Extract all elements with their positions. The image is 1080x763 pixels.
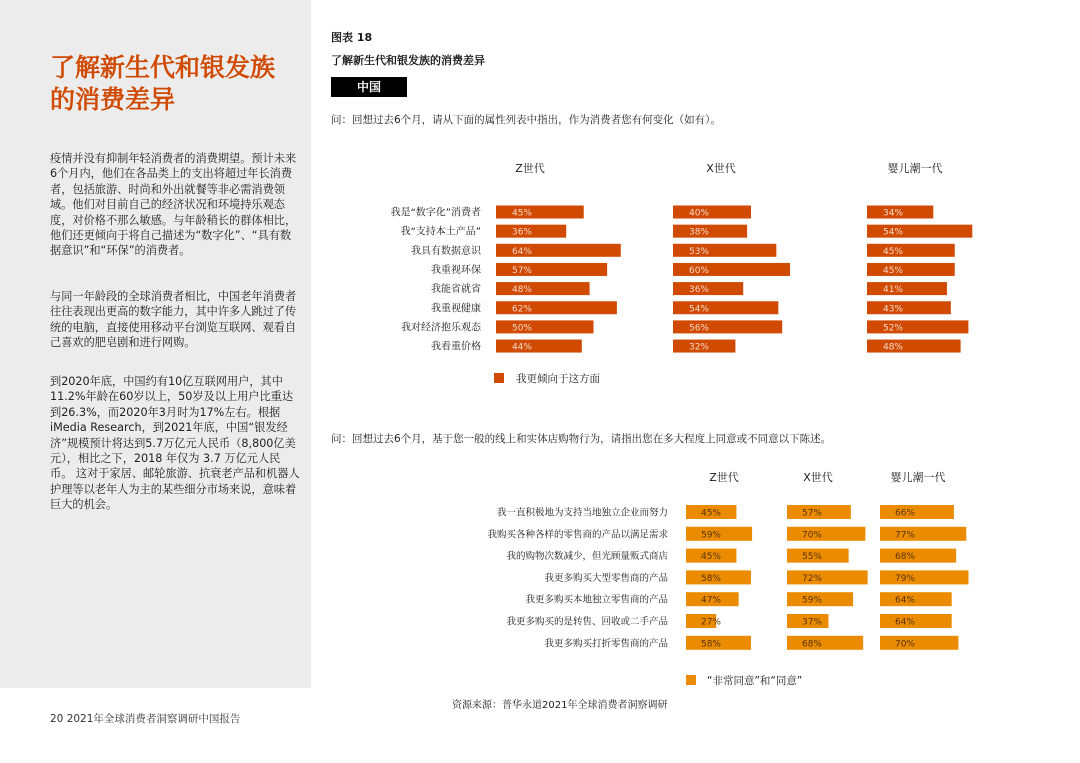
chart2-category-label: 我购买各种各样的零售商的产品以满足需求 <box>487 529 668 541</box>
chart1-category-label: 我能省就省 <box>431 284 481 296</box>
chart2-data-label: 58% <box>700 639 722 650</box>
chart2-data-label: 55% <box>801 552 823 563</box>
chart1-legend-label: 我更倾向于这方面 <box>516 373 600 385</box>
chart2-bar <box>880 527 966 541</box>
chart2-group-header: Z世代 <box>709 471 739 484</box>
chart2-bar <box>787 570 868 584</box>
chart1-bar <box>867 301 951 314</box>
chart1-data-label: 52% <box>882 323 904 334</box>
chart1-category-label: 我具有数据意识 <box>411 245 481 257</box>
chart2-category-label: 我一直积极地为支持当地独立企业而努力 <box>496 507 668 519</box>
chart1-data-label: 62% <box>511 304 533 315</box>
chart2-bar <box>787 527 865 541</box>
chart2-category-label: 我更多购买的是转售、回收或二手产品 <box>506 616 668 628</box>
country-tab: 中国 <box>331 77 407 97</box>
chart1-legend-swatch <box>494 373 504 383</box>
chart1-category-label: 我重视环保 <box>431 264 481 276</box>
chart1-bar <box>867 340 961 353</box>
chart1-data-label: 48% <box>511 285 533 296</box>
page-title-line-1: 了解新生代和银发族 <box>50 53 276 82</box>
chart1-group-header: Z世代 <box>515 162 545 175</box>
question-1: 问：回想过去6个月，请从下面的属性列表中指出，作为消费者您有何变化（如有）。 <box>331 114 721 126</box>
chart1-bar <box>867 244 955 257</box>
chart2-data-label: 57% <box>801 508 823 519</box>
chart2-bar <box>880 570 968 584</box>
chart2-data-label: 66% <box>894 508 916 519</box>
chart1-category-label: 我看重价格 <box>431 341 481 353</box>
chart2-data-label: 59% <box>700 530 722 541</box>
chart2-bar <box>880 549 956 563</box>
figure-title: 了解新生代和银发族的消费差异 <box>331 54 485 67</box>
chart2-group-header: X世代 <box>803 471 833 484</box>
chart1-data-label: 38% <box>688 227 710 238</box>
chart2-data-label: 47% <box>700 595 722 606</box>
chart2-bar <box>787 636 863 650</box>
page-title-line-2: 的消费差异 <box>50 85 176 114</box>
chart1-data-label: 54% <box>882 227 904 238</box>
question-2: 问：回想过去6个月，基于您一般的线上和实体店购物行为，请指出您在多大程度上同意或不同意以下陈述。 <box>331 433 832 445</box>
chart1-data-label: 43% <box>882 304 904 315</box>
chart2-data-label: 45% <box>700 508 722 519</box>
chart2-data-label: 79% <box>894 573 916 584</box>
chart2-data-label: 70% <box>801 530 823 541</box>
chart1-data-label: 36% <box>688 285 710 296</box>
page-footer: 20 2021年全球消费者洞察调研中国报告 <box>50 713 241 725</box>
chart1-data-label: 50% <box>511 323 533 334</box>
chart1-data-label: 48% <box>882 342 904 353</box>
chart1-data-label: 57% <box>511 265 533 276</box>
chart1-group-header: 婴儿潮一代 <box>887 162 943 175</box>
chart2-data-label: 68% <box>801 639 823 650</box>
chart1-category-label: 我“支持本土产品” <box>400 226 481 238</box>
chart1-bar <box>673 225 747 238</box>
chart2-legend-swatch <box>686 675 696 685</box>
chart1-bar <box>496 282 590 295</box>
chart1-category-label: 我是“数字化”消费者 <box>390 207 481 219</box>
chart2-data-label: 64% <box>894 617 916 628</box>
figure-label: 图表 18 <box>331 31 373 44</box>
chart2-bar <box>880 505 954 519</box>
chart1-bar <box>496 320 594 333</box>
chart2-data-label: 27% <box>700 617 722 628</box>
chart1-data-label: 45% <box>882 246 904 257</box>
chart2-data-label: 68% <box>894 552 916 563</box>
chart1-data-label: 60% <box>688 265 710 276</box>
chart2-data-label: 70% <box>894 639 916 650</box>
chart1-bar <box>496 340 582 353</box>
chart1-bar <box>496 206 584 219</box>
chart1-bar <box>673 206 751 219</box>
chart2-category-label: 我更多购买大型零售商的产品 <box>544 572 668 584</box>
chart1-data-label: 64% <box>511 246 533 257</box>
chart1-data-label: 34% <box>882 208 904 219</box>
chart2-bar <box>880 636 958 650</box>
chart1-data-label: 36% <box>511 227 533 238</box>
chart2-data-label: 59% <box>801 595 823 606</box>
chart2-data-label: 37% <box>801 617 823 628</box>
chart2-data-label: 77% <box>894 530 916 541</box>
chart1-category-label: 我对经济抱乐观态 <box>401 322 481 334</box>
chart1-data-label: 45% <box>511 208 533 219</box>
source-note: 资源来源：普华永道2021年全球消费者洞察调研 <box>452 700 668 711</box>
chart2-data-label: 72% <box>801 573 823 584</box>
chart2-legend-label: “非常同意”和“同意” <box>707 675 803 687</box>
chart1-data-label: 53% <box>688 246 710 257</box>
body-paragraph-1: 疫情并没有抑制年轻消费者的消费期望。预计未来6个月内，他们在各品类上的支出将超过年长消费者，包括旅游、时尚和外出就餐等非必需消费领域。他们对目前自己的经济状况和环境持乐观态度，对价格不那么敏感。与年龄稍长的群体相比，他们还更倾向于将自己描述为“数字化”、“具有数据意识”和“环保”的消费者。 <box>50 152 297 258</box>
chart1-data-label: 44% <box>511 342 533 353</box>
chart2-category-label: 我更多购买打折零售商的产品 <box>544 638 668 650</box>
chart1-data-label: 56% <box>688 323 710 334</box>
chart2-bar <box>880 614 952 628</box>
body-paragraph-2: 与同一年龄段的全球消费者相比，中国老年消费者往往表现出更高的数字能力，其中许多人跳过了传统的电脑，直接使用移动平台浏览互联网、观看自己喜欢的肥皂剧和进行网购。 <box>50 290 297 350</box>
chart1-bar <box>867 263 955 276</box>
chart1-bar <box>867 282 947 295</box>
chart1-data-label: 32% <box>688 342 710 353</box>
chart2-data-label: 45% <box>700 552 722 563</box>
chart2-bar <box>880 592 952 606</box>
chart1-data-label: 40% <box>688 208 710 219</box>
chart2-category-label: 我的购物次数减少，但光顾量贩式商店 <box>506 551 668 563</box>
chart2-group-header: 婴儿潮一代 <box>890 471 946 484</box>
body-paragraph-3: 到2020年底，中国约有10亿互联网用户，其中11.2%年龄在60岁以上，50岁及以上用户比重达到26.3%，而2020年3月时为17%左右。根据iMedia Research，到2021年底，中国“银发经济”规模预计将达到5.7万亿元人民币（8,800亿美元），相比之下，2018 年仅为 3.7 万亿元人民币。 这对于家居、邮轮旅游、抗衰老产品和机器人护理等以老年人为主的某些细分市场来说，意味着巨大的机会。 <box>50 375 300 512</box>
chart1-data-label: 41% <box>882 285 904 296</box>
chart1-data-label: 45% <box>882 265 904 276</box>
chart2-category-label: 我更多购买本地独立零售商的产品 <box>525 594 668 606</box>
chart1-group-header: X世代 <box>706 162 736 175</box>
chart1-data-label: 54% <box>688 304 710 315</box>
chart2-data-label: 64% <box>894 595 916 606</box>
chart2-data-label: 58% <box>700 573 722 584</box>
chart1-category-label: 我重视健康 <box>431 303 481 315</box>
